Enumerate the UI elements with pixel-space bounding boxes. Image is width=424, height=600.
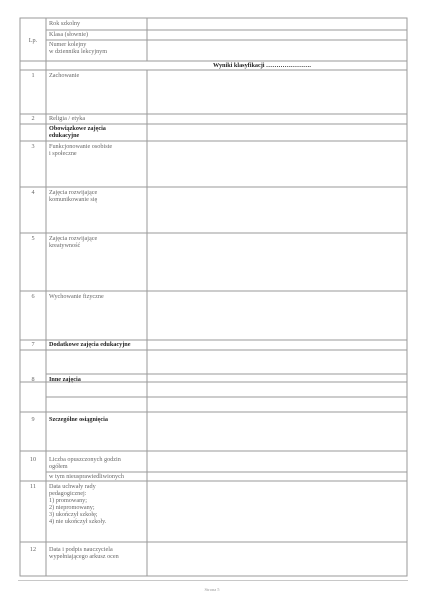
row-number: 8 bbox=[31, 376, 35, 383]
class-label: Klasa (słownie) bbox=[49, 31, 89, 38]
footer-divider bbox=[18, 580, 408, 581]
row-number: 3 bbox=[31, 143, 35, 150]
row-label-unexcused-hours: w tym nieusprawiedliwionych bbox=[49, 473, 124, 480]
row-number: 4 bbox=[31, 189, 35, 196]
row-label-physical-education: Wychowanie fizyczne bbox=[49, 293, 104, 300]
row-number: 7 bbox=[31, 341, 35, 348]
row-number: 12 bbox=[29, 546, 37, 553]
row-number: 1 bbox=[31, 72, 35, 79]
row-label-religion: Religia / etyka bbox=[49, 115, 86, 122]
row-label-behavior: Zachowanie bbox=[49, 72, 80, 79]
row-number: 10 bbox=[29, 456, 37, 463]
row-label-council-resolution: Data uchwały rady pedagogicznej: 1) promowany; 2) niepromowany; 3) ukończył szkołę; 4) nie ukończył szkoły. bbox=[49, 483, 107, 525]
lp-header: Lp. bbox=[28, 37, 38, 44]
row-label-other-classes: Inne zajęcia bbox=[49, 376, 81, 383]
row-label-creativity: Zajęcia rozwijające kreatywność bbox=[49, 235, 98, 249]
page-number: Strona 5 bbox=[204, 587, 220, 592]
row-label-personal-functioning: Funkcjonowanie osobiste i społeczne bbox=[49, 143, 113, 157]
row-label-communication: Zajęcia rozwijające komunikowanie się bbox=[49, 189, 98, 203]
journal-number-label: Numer kolejny w dzienniku lekcyjnym bbox=[49, 41, 108, 55]
school-year-label: Rok szkolny bbox=[49, 20, 81, 27]
row-number: 11 bbox=[30, 483, 36, 490]
row-number: 9 bbox=[31, 416, 35, 423]
row-label-additional-classes: Dodatkowe zajęcia edukacyjne bbox=[49, 341, 131, 348]
row-label-missed-hours: Liczba opuszczonych godzin ogółem bbox=[49, 456, 121, 470]
results-header: Wyniki klasyfikacji …………………. bbox=[213, 62, 311, 69]
row-label-achievements: Szczególne osiągnięcia bbox=[49, 416, 108, 423]
section-obligatory-classes: Obowiązkowe zajęcia edukacyjne bbox=[49, 125, 106, 139]
row-number: 2 bbox=[31, 115, 35, 122]
row-label-teacher-signature: Data i podpis nauczyciela wypełniającego arkusz ocen bbox=[49, 546, 119, 560]
row-number: 5 bbox=[31, 235, 35, 242]
row-number: 6 bbox=[31, 293, 35, 300]
